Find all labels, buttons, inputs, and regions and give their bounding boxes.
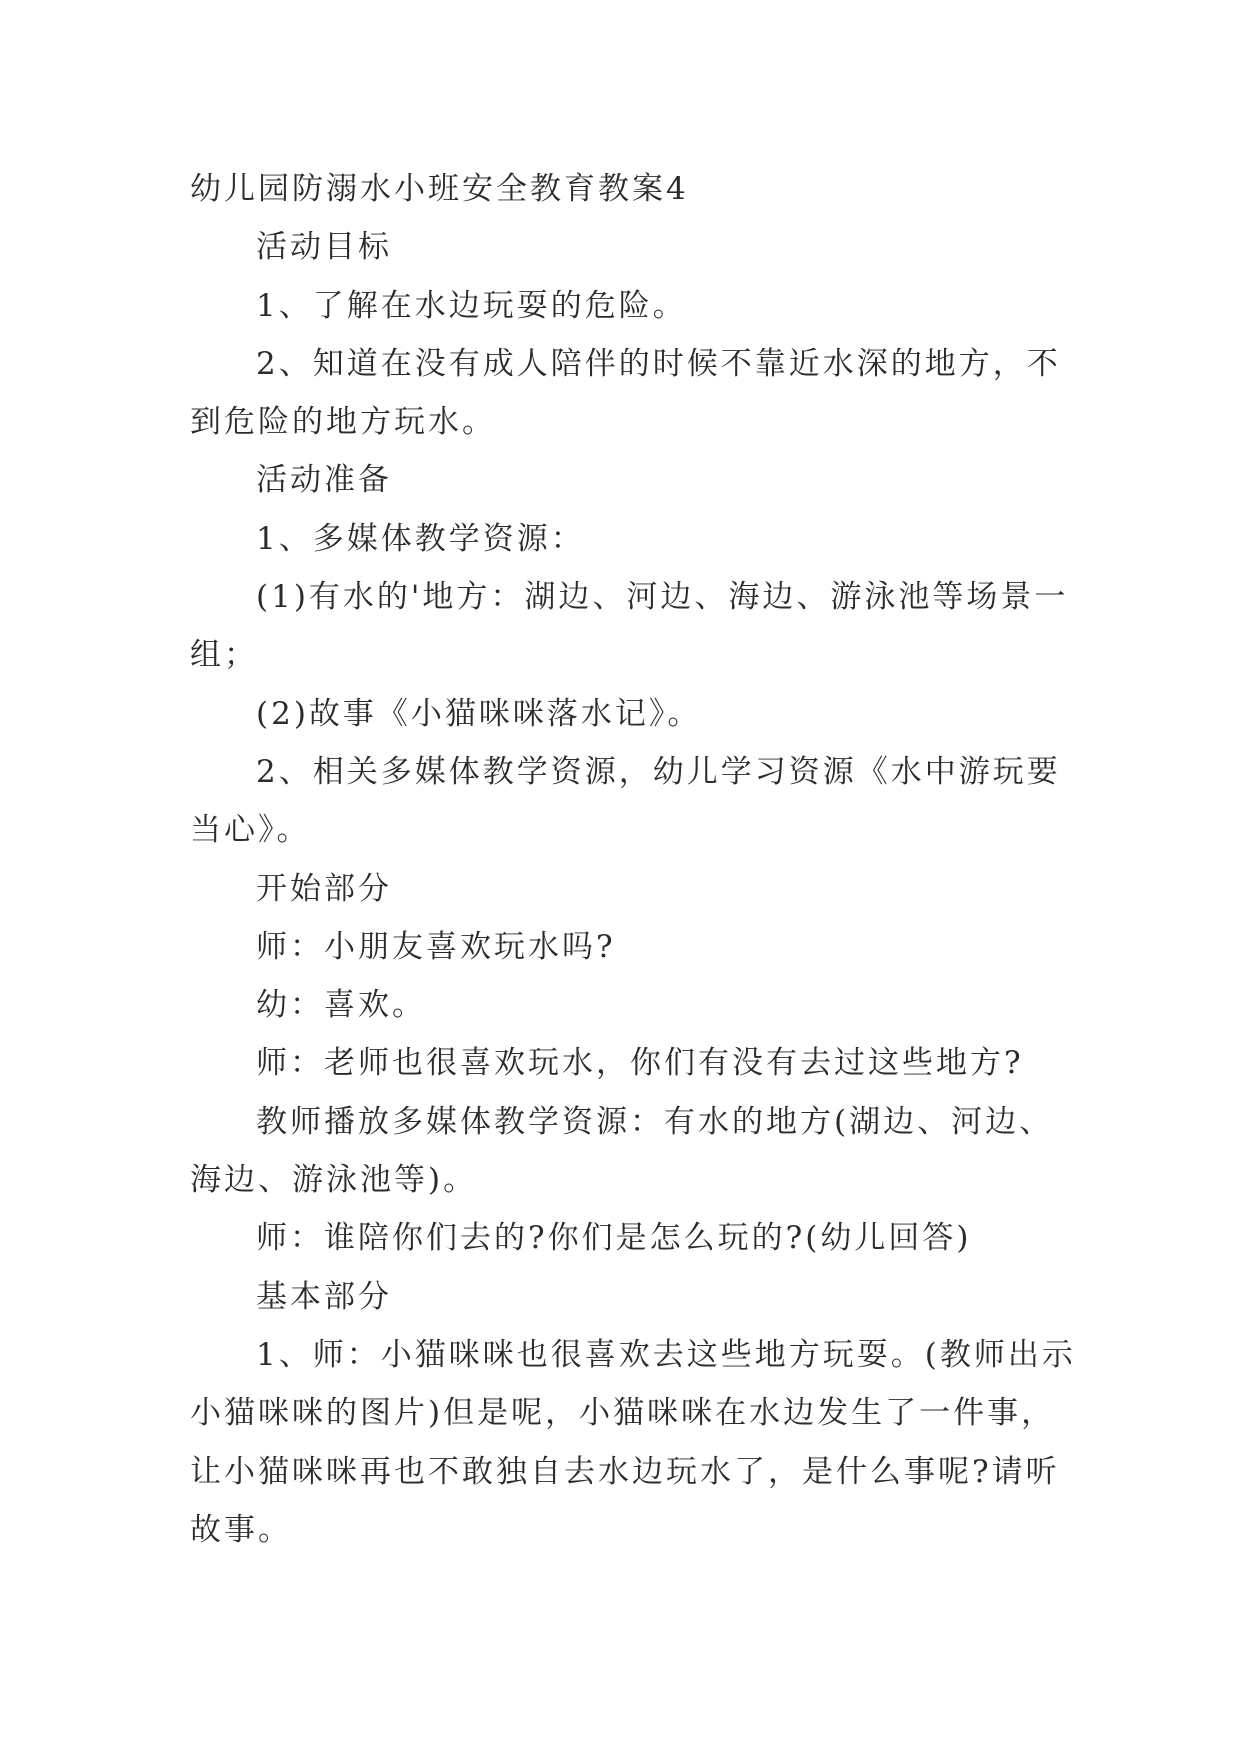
document-title: 幼儿园防溺水小班安全教育教案4: [190, 171, 689, 207]
text-line: 故事。: [190, 1511, 292, 1548]
text-line: 1、师：小猫咪咪也很喜欢去这些地方玩耍。(教师出示: [256, 1336, 1076, 1373]
text-line: 到危险的地方玩水。: [190, 404, 496, 441]
text-line: 活动目标: [256, 229, 392, 266]
text-line: 海边、游泳池等)。: [190, 1162, 478, 1199]
text-line: 1、多媒体教学资源：: [256, 520, 585, 557]
text-line: (1)有水的'地方：湖边、河边、海边、游泳池等场景一: [256, 579, 1069, 616]
text-line: 组；: [190, 637, 258, 674]
text-line: 活动准备: [256, 462, 392, 499]
text-line: 1、了解在水边玩耍的危险。: [256, 287, 687, 324]
text-line: 师：老师也很喜欢玩水，你们有没有去过这些地方?: [256, 1045, 1024, 1082]
text-line: (2)故事《小猫咪咪落水记》。: [256, 695, 702, 732]
text-line: 小猫咪咪的图片)但是呢，小猫咪咪在水边发生了一件事，: [190, 1395, 1056, 1432]
text-line: 基本部分: [256, 1278, 392, 1315]
text-line: 2、相关多媒体教学资源，幼儿学习资源《水中游玩要: [256, 753, 1061, 790]
text-line: 当心》。: [190, 812, 311, 849]
document-body: [190, 160, 1076, 1559]
text-line: 2、知道在没有成人陪伴的时候不靠近水深的地方，不: [256, 345, 1061, 382]
text-line: 师：谁陪你们去的?你们是怎么玩的?(幼儿回答): [256, 1220, 972, 1257]
text-line: 幼：喜欢。: [256, 987, 426, 1024]
text-line: 师：小朋友喜欢玩水吗?: [256, 928, 616, 965]
text-line: 让小猫咪咪再也不敢独自去水边玩水了，是什么事呢?请听: [190, 1453, 1060, 1490]
text-line: 开始部分: [256, 870, 392, 907]
text-line: 教师播放多媒体教学资源：有水的地方(湖边、河边、: [256, 1103, 1054, 1140]
